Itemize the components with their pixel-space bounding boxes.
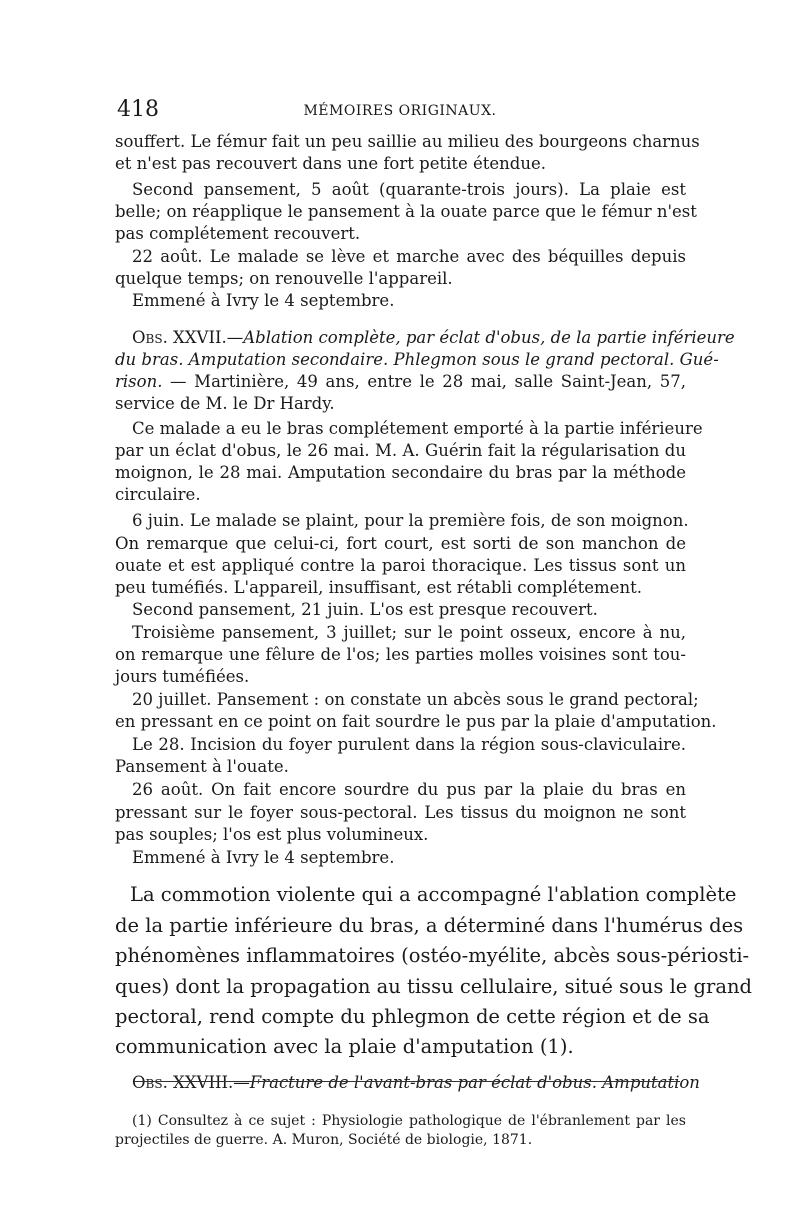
text-line: Pansement à l'ouate. [115,757,289,776]
text-line: service de M. le Dr Hardy. [115,394,335,413]
commentary-line: phénomènes inflammatoires (ostéo-myélite, abcès sous-périosti- [115,944,750,967]
text-line: peu tuméfiés. L'appareil, insuffisant, est rétabli complétement. [115,578,642,597]
text-line: on remarque une fêlure de l'os; les parties molles voisines sont tou- [115,645,686,664]
text-line: souffert. Le fémur fait un peu saillie au milieu des bourgeons charnus [115,132,700,151]
observation-title: rison. [115,372,163,391]
text-line: Ce malade a eu le bras complétement emporté à la partie inférieure [132,419,703,438]
observation-title: du bras. Amputation secondaire. Phlegmon sous le grand pectoral. Gué- [115,350,719,369]
page-header [115,97,685,121]
text-line: circulaire. [115,485,201,504]
text-line: 22 août. Le malade se lève et marche avec des béquilles depuis [132,247,686,266]
running-title: MÉMOIRES ORIGINAUX. [303,103,497,119]
text-line: Second pansement, 5 août (quarante-trois jours). La plaie est [132,180,686,199]
text-line: Emmené à Ivry le 4 septembre. [132,291,395,310]
text-line: Second pansement, 21 juin. L'os est presque recouvert. [132,600,598,619]
text-line: quelque temps; on renouvelle l'appareil. [115,269,453,288]
page-number: 418 [117,97,159,122]
text-line: en pressant en ce point on fait sourdre le pus par la plaie d'amputation. [115,712,717,731]
text-line: pas souples; l'os est plus volumineux. [115,825,429,844]
commentary-line: pectoral, rend compte du phlegmon de cette région et de sa [115,1005,710,1028]
observation-heading-line [115,371,686,392]
footnote-line: (1) Consultez à ce sujet : Physiologie pathologique de l'ébranlement par les [132,1113,686,1129]
text-line: 20 juillet. Pansement : on constate un abcès sous le grand pectoral; [132,690,699,709]
footnote-line: projectiles de guerre. A. Muron, Société de biologie, 1871. [115,1132,533,1148]
text-line: Le 28. Incision du foyer purulent dans la région sous-claviculaire. [132,735,686,754]
text-line: par un éclat d'obus, le 26 mai. M. A. Guérin fait la régularisation du [115,441,686,460]
text-line: pas complétement recouvert. [115,224,361,243]
commentary-line: communication avec la plaie d'amputation (1). [115,1035,574,1058]
observation-title: —Ablation complète, par éclat d'obus, de la partie inférieure [226,328,735,347]
commentary-line: de la partie inférieure du bras, a déterminé dans l'humérus des [115,914,744,937]
footnote-rule [135,1081,680,1082]
commentary-line: La commotion violente qui a accompagné l'ablation complète [130,883,737,906]
text-line: belle; on réapplique le pansement à la ouate parce que le fémur n'est [115,202,697,221]
observation-heading [115,327,735,348]
text-line: On remarque que celui-ci, fort court, est sorti de son manchon de [115,534,686,553]
text-line: 6 juin. Le malade se plaint, pour la première fois, de son moignon. [132,511,689,530]
text-line: 26 août. On fait encore sourdre du pus par la plaie du bras en [132,780,686,799]
text-line: pressant sur le foyer sous-pectoral. Les tissus du moignon ne sont [115,803,686,822]
text-line: ouate et est appliqué contre la paroi thoracique. Les tissus sont un [115,556,686,575]
text-line: Emmené à Ivry le 4 septembre. [132,848,395,867]
observation-label: Obs. XXVIII. [132,1073,234,1092]
text-line: et n'est pas recouvert dans une fort petite étendue. [115,154,546,173]
observation-title: —Fracture de l'avant-bras par éclat d'obus. Amputation [233,1073,700,1092]
text-line: Troisième pansement, 3 juillet; sur le point osseux, encore à nu, [132,623,686,642]
observation-heading [115,1072,700,1093]
commentary-line: ques) dont la propagation au tissu cellulaire, situé sous le grand [115,975,753,998]
observation-heading-line [115,349,719,370]
text-line: moignon, le 28 mai. Amputation secondaire du bras par la méthode [115,463,686,482]
patient-info: — Martinière, 49 ans, entre le 28 mai, salle Saint-Jean, 57, [162,372,686,391]
observation-label: Obs. XXVII. [132,328,227,347]
text-line: jours tuméfiées. [115,667,250,686]
